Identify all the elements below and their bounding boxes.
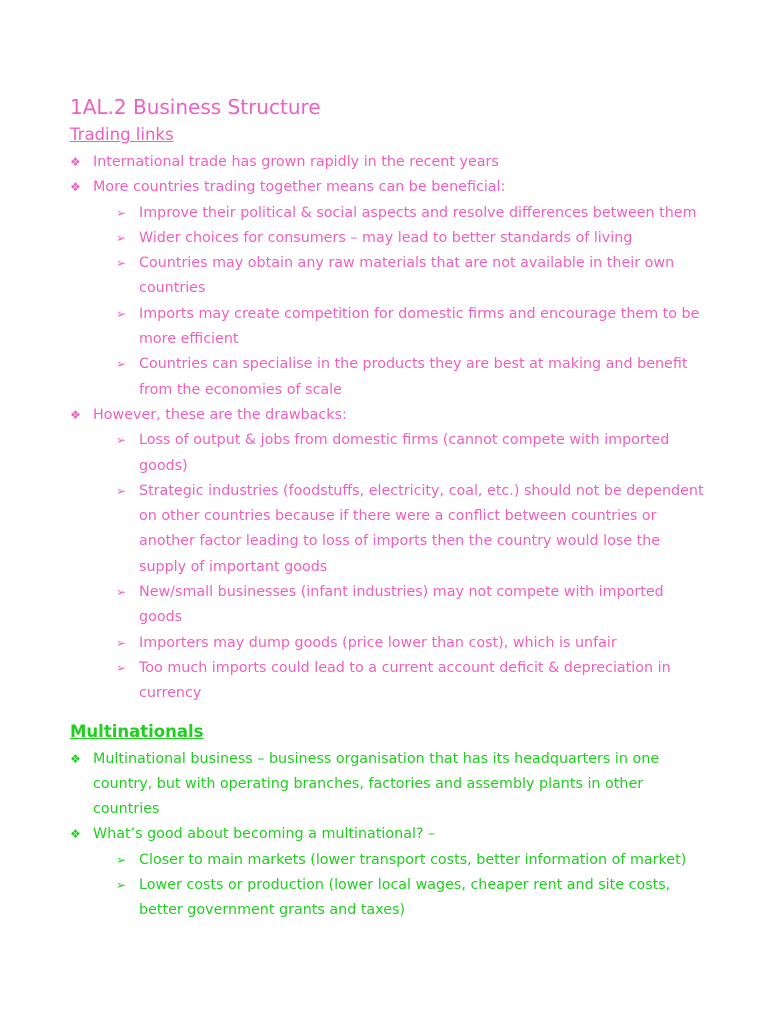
document-page — [70, 94, 710, 924]
list-item: ❖ More countries trading together means can be beneficial: — [70, 175, 710, 200]
arrow-bullet-icon: ➢ — [116, 852, 127, 867]
sub-list-item: ➢ Wider choices for consumers – may lead to better standards of living — [70, 226, 710, 251]
section-spacer — [70, 707, 710, 721]
sub-list-item: ➢ Loss of output & jobs from domestic firms (cannot compete with imported goods) — [70, 428, 710, 479]
list-item: ❖ What’s good about becoming a multinational? – — [70, 822, 710, 847]
sub-list-item: ➢ Closer to main markets (lower transport costs, better information of market) — [70, 848, 710, 873]
arrow-bullet-icon: ➢ — [116, 660, 127, 675]
arrow-bullet-icon: ➢ — [116, 306, 127, 321]
sub-list-item: ➢ Importers may dump goods (price lower than cost), which is unfair — [70, 631, 710, 656]
list-item: ❖ Multinational business – business organisation that has its headquarters in one country, but with operating branches, factories and assembly plants in other countries — [70, 747, 710, 823]
sub-list-item: ➢ New/small businesses (infant industries) may not compete with imported goods — [70, 580, 710, 631]
sub-list-item: ➢ Lower costs or production (lower local wages, cheaper rent and site costs, better government grants and taxes) — [70, 873, 710, 924]
arrow-bullet-icon: ➢ — [116, 635, 127, 650]
arrow-bullet-icon: ➢ — [116, 878, 127, 893]
diamond-bullet-icon: ❖ — [70, 155, 81, 169]
sub-list-item: ➢ Countries can specialise in the products they are best at making and benefit from the economies of scale — [70, 352, 710, 403]
arrow-bullet-icon: ➢ — [116, 230, 127, 245]
diamond-bullet-icon: ❖ — [70, 407, 81, 422]
sub-list-item: ➢ Imports may create competition for domestic firms and encourage them to be more efficient — [70, 302, 710, 353]
arrow-bullet-icon: ➢ — [116, 585, 127, 600]
arrow-bullet-icon: ➢ — [116, 357, 127, 372]
trading-links-list — [70, 150, 710, 707]
list-item: ❖ However, these are the drawbacks: — [70, 403, 710, 428]
section-heading-multinationals: Multinationals — [70, 721, 204, 741]
diamond-bullet-icon: ❖ — [70, 751, 81, 766]
diamond-bullet-icon: ❖ — [70, 827, 81, 842]
arrow-bullet-icon: ➢ — [116, 256, 127, 271]
section-heading-trading-links: Trading links — [70, 125, 174, 144]
page-title: 1AL.2 Business Structure — [70, 95, 321, 119]
list-item: ❖ International trade has grown rapidly in the recent years — [70, 150, 710, 175]
arrow-bullet-icon: ➢ — [116, 205, 127, 220]
arrow-bullet-icon: ➢ — [116, 483, 127, 498]
sub-list-item: ➢ Countries may obtain any raw materials that are not available in their own countries — [70, 251, 710, 302]
sub-list-item: ➢ Too much imports could lead to a current account deficit & depreciation in currency — [70, 656, 710, 707]
arrow-bullet-icon: ➢ — [116, 433, 127, 448]
multinationals-list — [70, 747, 710, 924]
sub-list-item: ➢ Strategic industries (foodstuffs, electricity, coal, etc.) should not be dependent on other countries because if there were a conflict between countries or another factor leading to loss of imports then the country would lose the supply of important goods — [70, 479, 710, 580]
sub-list-item: ➢ Improve their political & social aspects and resolve differences between them — [70, 201, 710, 226]
diamond-bullet-icon: ❖ — [70, 180, 81, 195]
